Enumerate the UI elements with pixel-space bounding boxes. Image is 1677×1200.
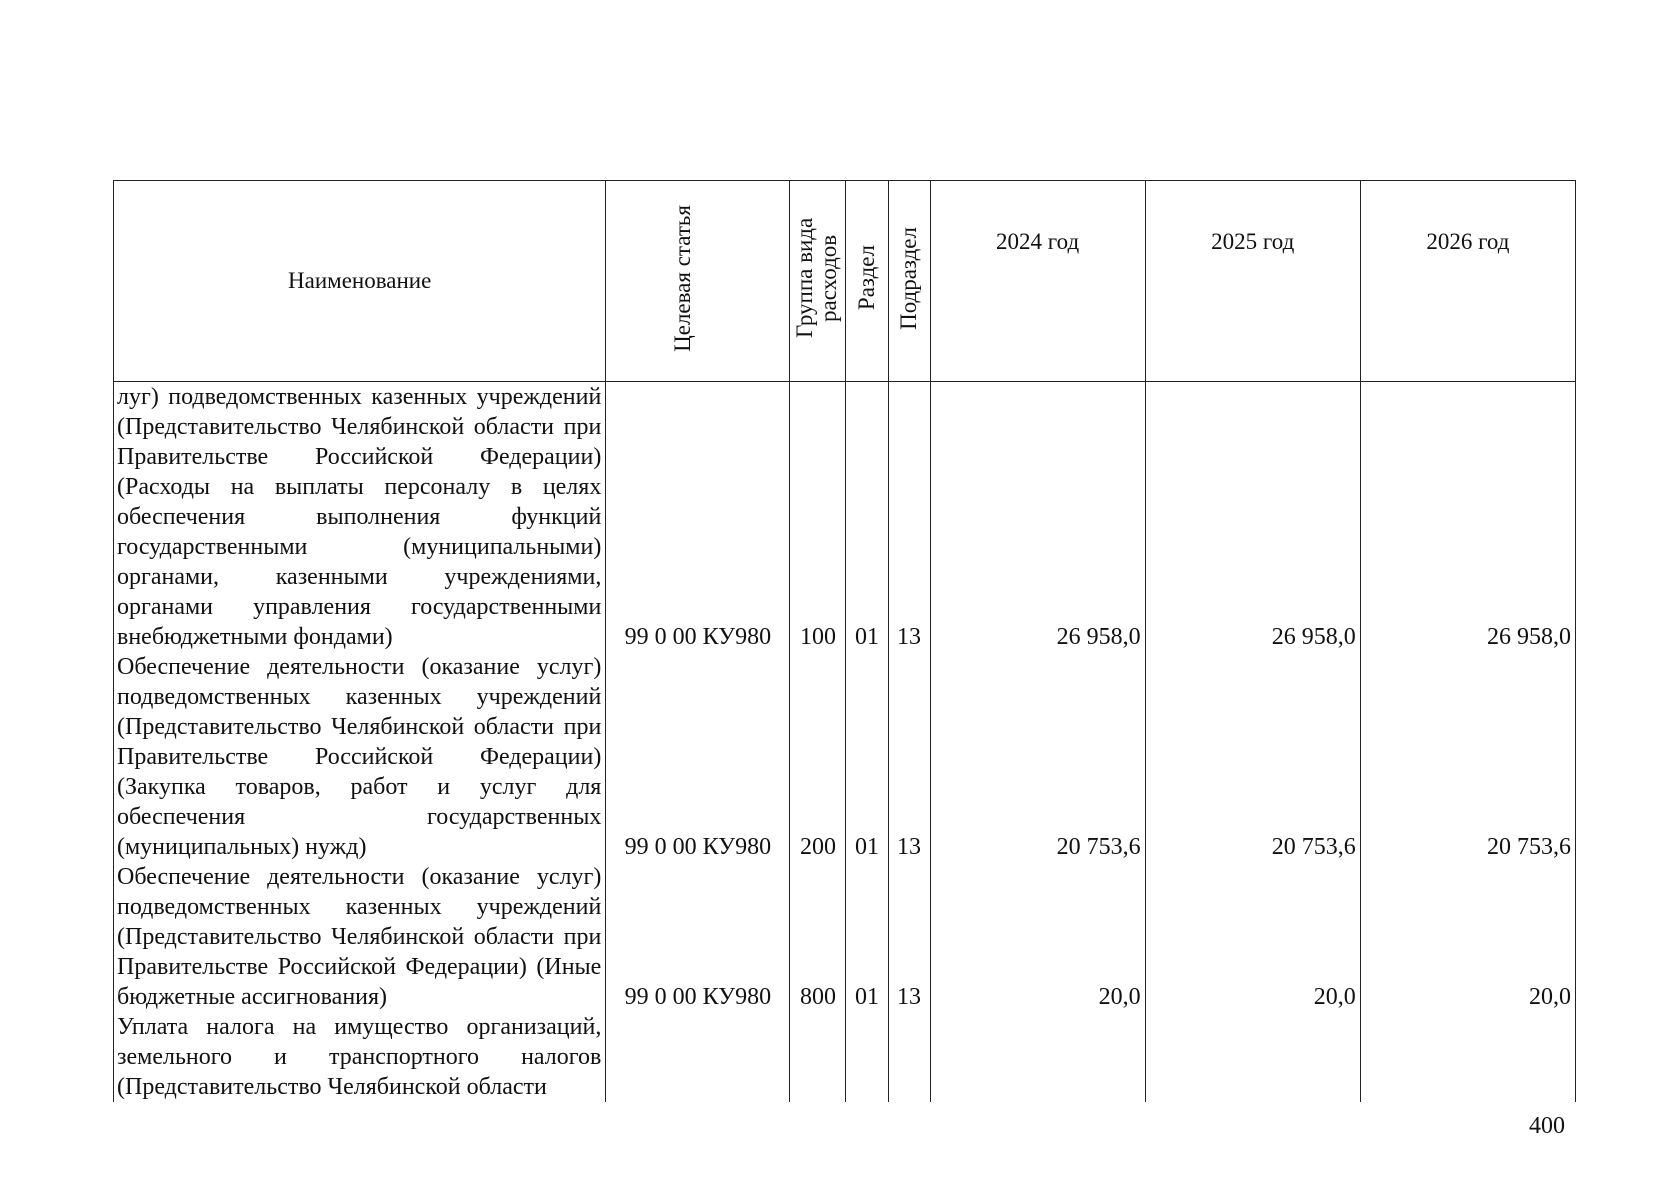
row-target-article <box>606 1012 790 1102</box>
row-subsection: 13 <box>888 382 930 653</box>
table-row <box>114 382 1576 653</box>
budget-table <box>113 180 1576 1102</box>
header-2026: 2026 год <box>1360 181 1575 382</box>
header-2024: 2024 год <box>930 181 1145 382</box>
row-expense-group <box>790 1012 846 1102</box>
row-target-article: 99 0 00 КУ980 <box>606 382 790 653</box>
row-target-article: 99 0 00 КУ980 <box>606 652 790 862</box>
table-header-row <box>114 181 1576 382</box>
row-expense-group: 100 <box>790 382 846 653</box>
row-subsection <box>888 1012 930 1102</box>
header-target-article-label: Целевая статья <box>669 204 695 352</box>
row-amount-2026: 20,0 <box>1360 862 1575 1012</box>
table-row <box>114 1012 1576 1102</box>
row-section: 01 <box>846 652 888 862</box>
row-name: луг) подведомственных казенных учреждений (Представительство Челябинской области при Правительстве Российской Федерации) (Расходы на выплаты персоналу в целях обеспечения выполнения функций государственными (муниципальными) органами, казенными учреждениями, органами управления государственными внебюджетными фондами) <box>114 382 606 653</box>
header-section-label: Раздел <box>853 245 879 311</box>
header-subsection <box>888 181 930 382</box>
header-section <box>846 181 888 382</box>
row-expense-group: 800 <box>790 862 846 1012</box>
table-row <box>114 862 1576 1012</box>
row-target-article: 99 0 00 КУ980 <box>606 862 790 1012</box>
row-name: Обеспечение деятельности (оказание услуг) подведомственных казенных учреждений (Представительство Челябинской области при Правительстве Российской Федерации) (Закупка товаров, работ и услуг для обеспечения государственных (муниципальных) нужд) <box>114 652 606 862</box>
row-amount-2024: 20,0 <box>930 862 1145 1012</box>
page-number: 400 <box>1529 1113 1565 1139</box>
header-2025: 2025 год <box>1145 181 1360 382</box>
row-amount-2024: 20 753,6 <box>930 652 1145 862</box>
row-amount-2026: 20 753,6 <box>1360 652 1575 862</box>
row-amount-2026: 26 958,0 <box>1360 382 1575 653</box>
header-subsection-label: Подраздел <box>895 226 921 330</box>
row-amount-2025 <box>1145 1012 1360 1102</box>
header-expense-group <box>790 181 846 382</box>
row-name: Уплата налога на имущество организаций, земельного и транспортного налогов (Представительство Челябинской области <box>114 1012 606 1102</box>
row-name: Обеспечение деятельности (оказание услуг) подведомственных казенных учреждений (Представительство Челябинской области при Правительстве Российской Федерации) (Иные бюджетные ассигнования) <box>114 862 606 1012</box>
row-amount-2025: 20 753,6 <box>1145 652 1360 862</box>
row-amount-2026 <box>1360 1012 1575 1102</box>
row-amount-2025: 20,0 <box>1145 862 1360 1012</box>
header-target-article <box>606 181 790 382</box>
row-amount-2024: 26 958,0 <box>930 382 1145 653</box>
header-expense-group-label: Группа вида расходов <box>791 217 842 339</box>
row-amount-2024 <box>930 1012 1145 1102</box>
row-subsection: 13 <box>888 652 930 862</box>
row-section: 01 <box>846 382 888 653</box>
row-section: 01 <box>846 862 888 1012</box>
header-name: Наименование <box>114 181 606 382</box>
row-section <box>846 1012 888 1102</box>
table-row <box>114 652 1576 862</box>
row-subsection: 13 <box>888 862 930 1012</box>
row-amount-2025: 26 958,0 <box>1145 382 1360 653</box>
row-expense-group: 200 <box>790 652 846 862</box>
